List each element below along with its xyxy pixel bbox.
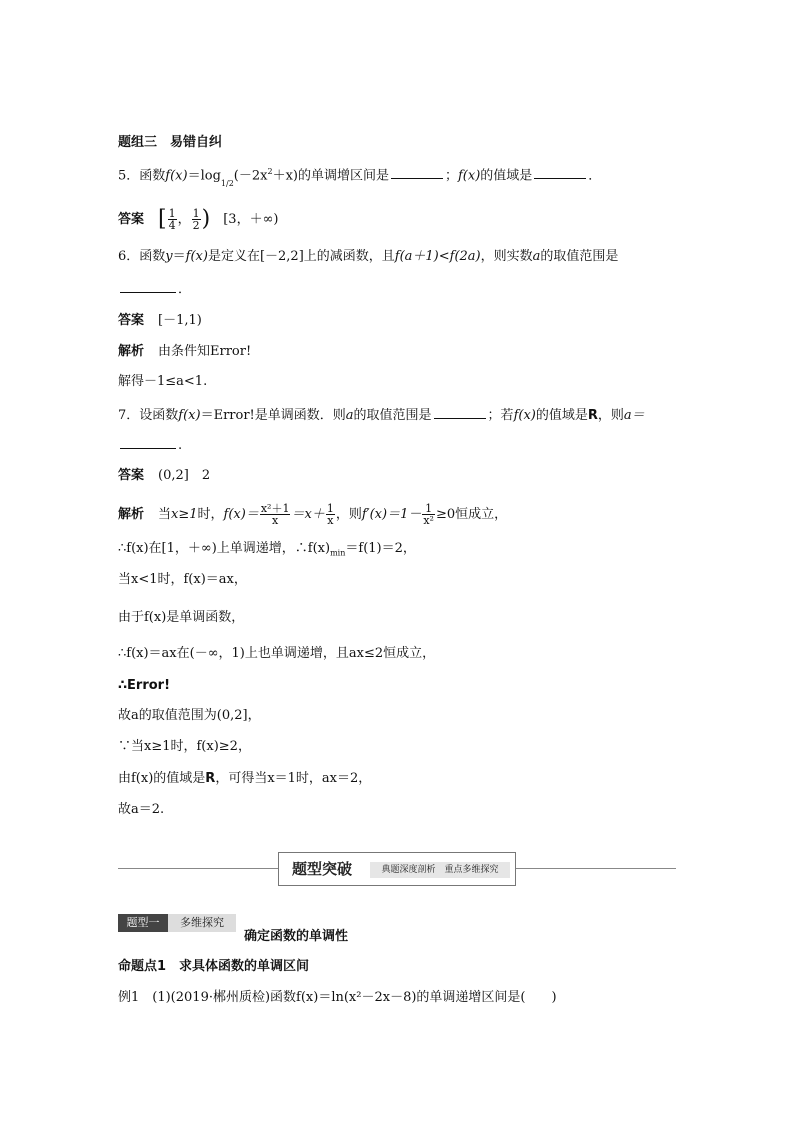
- question-7-blank-line: .: [118, 436, 182, 455]
- analysis-6-solve: 解得－1≤a<1.: [118, 374, 208, 389]
- analysis-7-step2: ∴f(x)在[1，＋∞)上单调递增，$\therefore f(x)_{min}=f(1)=2$，: [118, 541, 416, 558]
- example-1: 例1 (1)(2019·郴州质检)函数f(x)＝ln(x²－2x－8)的单调递增区间是( ): [118, 990, 557, 1005]
- answer-blank: [534, 166, 586, 179]
- analysis-7-step7: 故a的取值范围为(0,2]，: [118, 708, 261, 723]
- answer-blank: [391, 166, 443, 179]
- answer-blank: [434, 406, 486, 419]
- analysis-6: 解析 由条件知Error!: [118, 344, 252, 359]
- question-7: 7．设函数f(x)＝Error!是单调函数．则a的取值范围是 ；若f(x)的值域是R，则a＝: [118, 408, 645, 423]
- question-6-blank-line: ．: [118, 280, 191, 299]
- analysis-7-step1: 解析 当x≥1时，f(x)＝ $\frac{\text{x²＋1}}{x}$ ＝x＋ $\frac{1}{x}$ ，则f′(x)＝1－ $\frac{1}{\text{x²}}$ ≥0恒成立，: [118, 502, 508, 527]
- answer-blank: [120, 280, 176, 293]
- analysis-7-step4: 由于f(x)是单调函数，: [118, 610, 245, 625]
- log-base: 1/2: [220, 179, 234, 189]
- banner-rule-right: [514, 868, 676, 869]
- banner-title: 题型突破: [291, 860, 352, 878]
- type-heading: 确定函数的单调性: [244, 929, 349, 944]
- fraction: $\frac{1}{\text{x²}}$: [423, 502, 434, 527]
- question-5: 5．函数$f(x)=\log_{1/2}(-2x^2+x)$的单调增区间是 ；f(x)的值域是 ．: [118, 167, 602, 189]
- type-tag: 题型一: [118, 914, 168, 932]
- analysis-7-step5: ∴f(x)＝ax在(－∞，1)上也单调递增，且ax≤2恒成立，: [118, 646, 436, 661]
- analysis-7-step3: 当x<1时，f(x)＝ax，: [118, 572, 247, 587]
- section-group-title: 题组三 易错自纠: [118, 135, 223, 150]
- analysis-7-step10: 故a＝2.: [118, 802, 165, 817]
- question-6: 6．函数y＝f(x)是定义在[－2,2]上的减函数，且f(a＋1)<f(2a)，则实数a的取值范围是: [118, 249, 619, 264]
- answer-blank: [120, 436, 176, 449]
- fraction: $\frac{1}{4}$: [168, 207, 176, 232]
- fraction: $\frac{1}{x}$: [326, 502, 334, 527]
- answer-7: 答案 (0,2] 2: [118, 468, 211, 483]
- fraction: $\frac{\text{x²＋1}}{x}$: [260, 502, 290, 527]
- type-subtag: 多维探究: [168, 914, 236, 932]
- fraction: $\frac{1}{2}$: [192, 207, 200, 232]
- banner-rule-left: [118, 868, 278, 869]
- answer-5: 答案 [ $\frac{1}{4}$ ， $\frac{1}{2}$ ) [3，＋∞): [118, 206, 279, 232]
- banner-subtitle: 典题深度剖析 重点多维探究: [370, 862, 510, 878]
- analysis-7-step8: ∵当x≥1时，f(x)≥2，: [118, 739, 251, 754]
- proposition-point-1: 命题点1 求具体函数的单调区间: [118, 959, 310, 974]
- answer-6: 答案 [－1,1): [118, 313, 202, 328]
- analysis-7-step6: ∴Error!: [118, 678, 171, 693]
- analysis-7-step9: 由f(x)的值域是R，可得当x＝1时，ax＝2，: [118, 771, 372, 786]
